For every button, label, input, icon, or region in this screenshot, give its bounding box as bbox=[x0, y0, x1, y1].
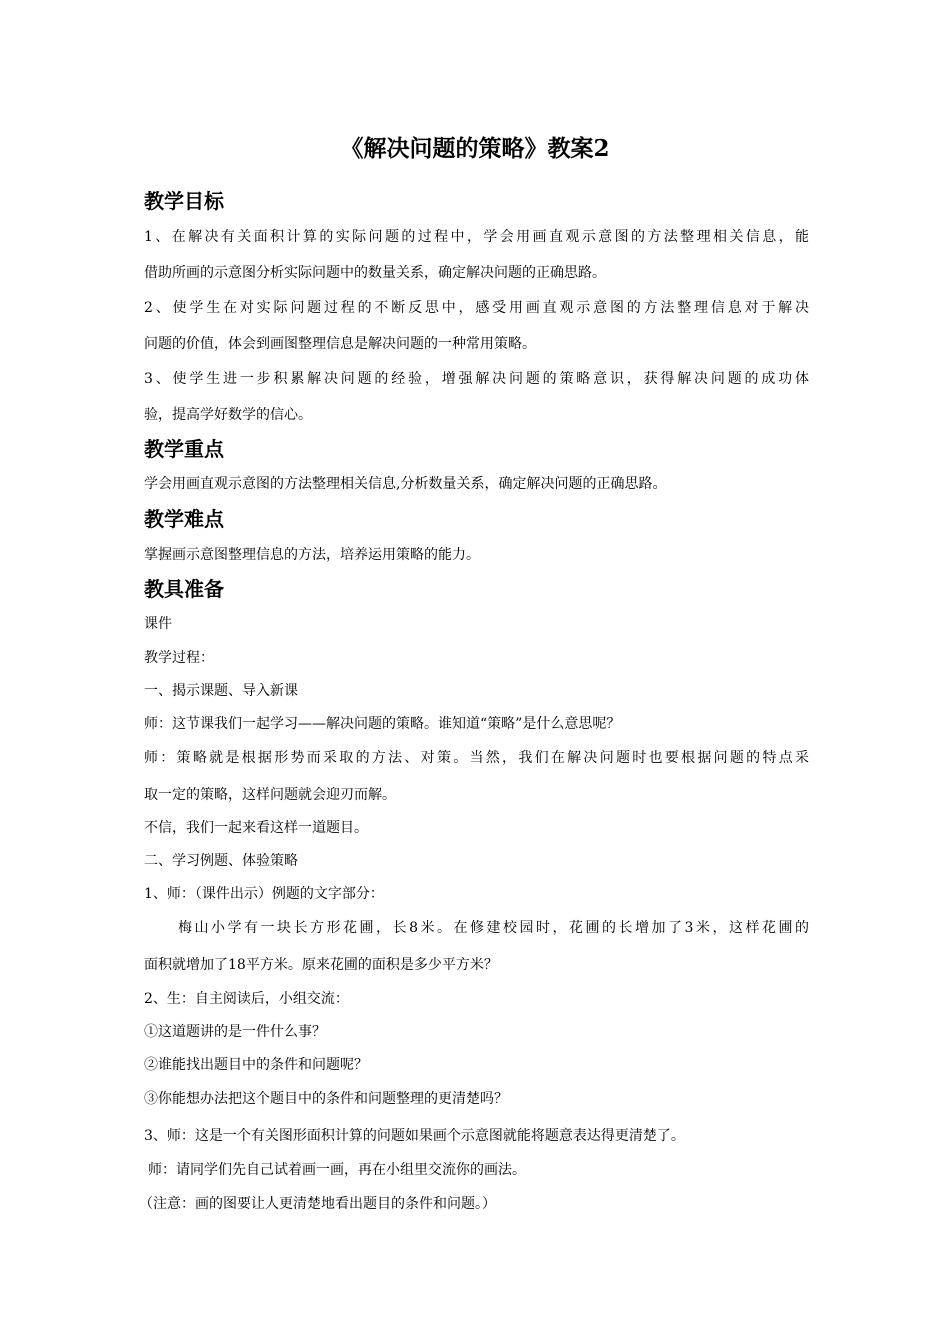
materials-heading: 教具准备 bbox=[144, 577, 224, 601]
objective-2-line-2: 问题的价值，体会到画图整理信息是解决问题的一种常用策略。 bbox=[144, 336, 536, 352]
teacher-line-2-a: 师：策略就是根据形势而采取的方法、对策。当然，我们在解决问题时也要根据问题的特点采 bbox=[144, 750, 809, 766]
teacher-line-2-b: 取一定的策略，这样问题就会迎刃而解。 bbox=[144, 787, 396, 803]
drawing-note: （注意：画的图要让人更清楚地看出题目的条件和问题。） bbox=[139, 1196, 496, 1212]
materials-text: 课件 bbox=[144, 616, 172, 632]
process-label: 教学过程： bbox=[144, 650, 214, 666]
objectives-heading: 教学目标 bbox=[144, 189, 224, 213]
key-points-text: 学会用画直观示意图的方法整理相关信息,分析数量关系，确定解决问题的正确思路。 bbox=[144, 476, 667, 492]
objective-2-line-1: 2、使学生在对实际问题过程的不断反思中，感受用画直观示意图的方法整理信息对于解决 bbox=[144, 300, 809, 316]
objective-1-line-1: 1、在解决有关面积计算的实际问题的过程中，学会用画直观示意图的方法整理相关信息，能 bbox=[144, 229, 809, 245]
step-3-teacher: 师：请同学们先自己试着画一画，再在小组里交流你的画法。 bbox=[148, 1162, 526, 1178]
question-1: ①这道题讲的是一件什么事？ bbox=[144, 1024, 326, 1040]
question-3: ③你能想办法把这个题目中的条件和问题整理的更清楚吗？ bbox=[144, 1091, 508, 1107]
part-1-title: 一、揭示课题、导入新课 bbox=[144, 683, 298, 699]
step-2: 2、生：自主阅读后，小组交流： bbox=[144, 991, 349, 1007]
key-points-heading: 教学重点 bbox=[144, 437, 224, 461]
objective-1-line-2: 借助所画的示意图分析实际问题中的数量关系，确定解决问题的正确思路。 bbox=[144, 265, 606, 281]
teacher-line-3: 不信，我们一起来看这样一道题目。 bbox=[144, 820, 368, 836]
part-2-title: 二、学习例题、体验策略 bbox=[144, 853, 298, 869]
example-line-1: 梅山小学有一块长方形花圃，长8米。在修建校园时，花圃的长增加了3米，这样花圃的 bbox=[178, 920, 809, 936]
question-2: ②谁能找出题目中的条件和问题呢？ bbox=[144, 1057, 368, 1073]
teacher-line-1: 师：这节课我们一起学习——解决问题的策略。谁知道“策略”是什么意思呢？ bbox=[144, 716, 621, 732]
objective-3-line-2: 验，提高学好数学的信心。 bbox=[144, 407, 312, 423]
difficulties-text: 掌握画示意图整理信息的方法，培养运用策略的能力。 bbox=[144, 547, 480, 563]
document-title: 《解决问题的策略》教案2 bbox=[340, 135, 610, 162]
difficulties-heading: 教学难点 bbox=[144, 507, 224, 531]
step-1: 1、师：（课件出示）例题的文字部分： bbox=[144, 886, 384, 902]
objective-3-line-1: 3、使学生进一步积累解决问题的经验，增强解决问题的策略意识，获得解决问题的成功体 bbox=[144, 371, 809, 387]
example-line-2: 面积就增加了18平方米。原来花圃的面积是多少平方米？ bbox=[144, 957, 498, 973]
step-3: 3、师：这是一个有关图形面积计算的问题如果画个示意图就能将题意表达得更清楚了。 bbox=[144, 1128, 685, 1144]
